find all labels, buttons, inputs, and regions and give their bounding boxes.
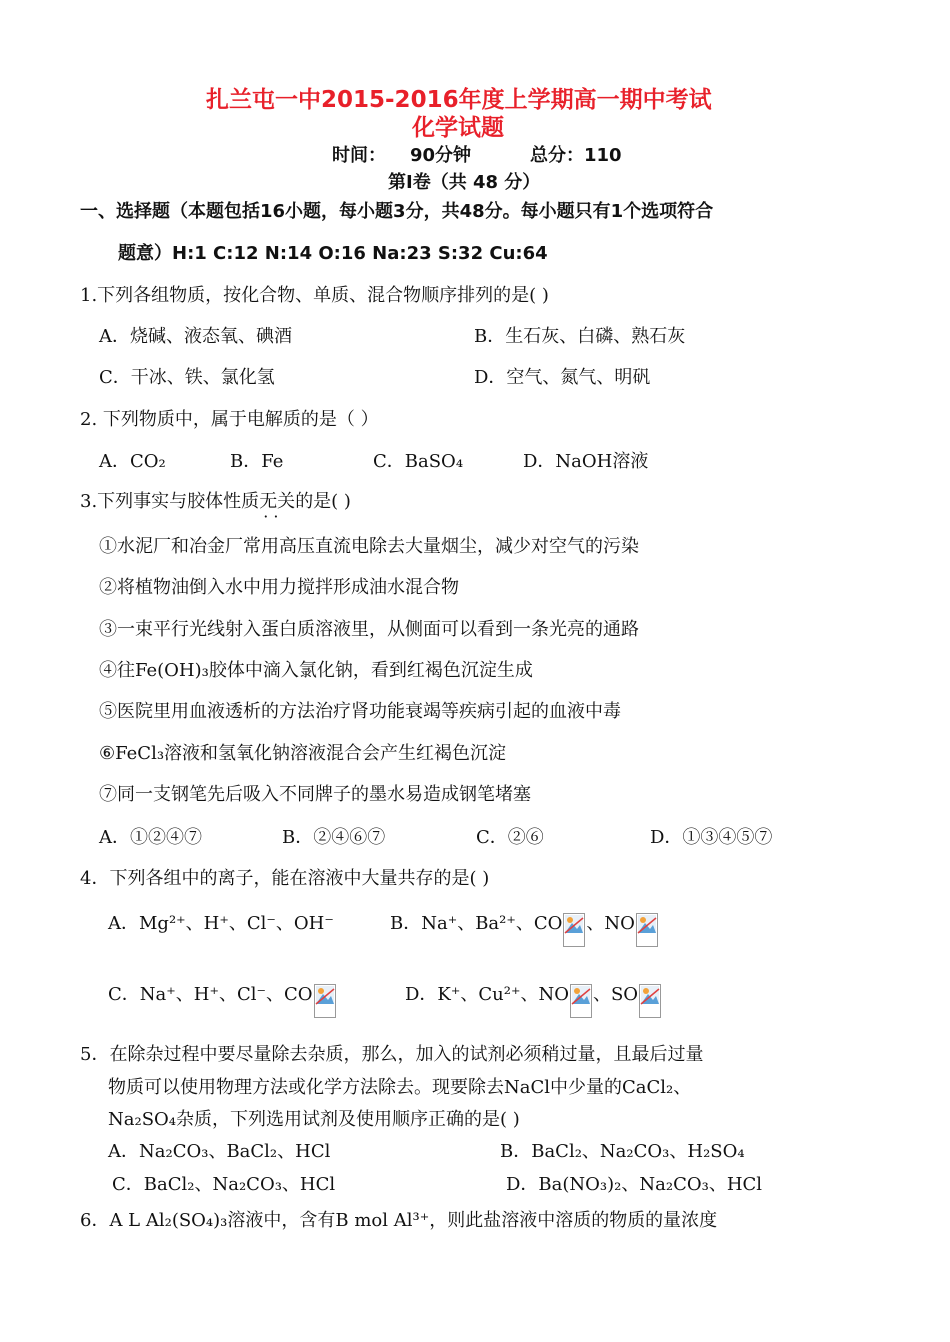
question-3-item: ①水泥厂和冶金厂常用高压直流电除去大量烟尘，减少对空气的污染 xyxy=(99,536,639,557)
question-2-option-b: B．Fe xyxy=(230,451,284,472)
question-3-stem-post: 的是( ) xyxy=(295,491,351,512)
question-2-option-a: A．CO₂ xyxy=(99,451,166,472)
question-5-option-d: D．Ba(NO₃)₂、Na₂CO₃、HCl xyxy=(506,1174,763,1195)
question-4-stem: 4．下列各组中的离子，能在溶液中大量共存的是( ) xyxy=(80,868,490,889)
question-3-item: ③一束平行光线射入蛋白质溶液里，从侧面可以看到一条光亮的通路 xyxy=(99,619,639,640)
question-3-option-d: D．①③④⑤⑦ xyxy=(650,827,773,848)
question-6-stem: 6．A L Al₂(SO₄)₃溶液中，含有B mol Al³⁺，则此盐溶液中溶质的物质的量浓度 xyxy=(80,1210,718,1231)
question-3-item: ⑥FeCl₃溶液和氢氧化钠溶液混合会产生红褐色沉淀 xyxy=(99,743,507,764)
broken-image-icon xyxy=(570,984,592,1018)
question-5-stem-line2: 物质可以使用物理方法或化学方法除去。现要除去NaCl中少量的CaCl₂、 xyxy=(108,1077,692,1098)
broken-image-icon xyxy=(563,913,585,947)
question-2-stem: 2. 下列物质中，属于电解质的是（ ） xyxy=(80,409,379,430)
question-4-option-c xyxy=(108,983,337,1018)
question-5-stem-line3: Na₂SO₄杂质，下列选用试剂及使用顺序正确的是( ) xyxy=(108,1109,520,1130)
exam-time-value: 90分钟 xyxy=(410,145,472,166)
question-2-option-d: D．NaOH溶液 xyxy=(523,451,649,472)
question-3-item: ⑦同一支钢笔先后吸入不同牌子的墨水易造成钢笔堵塞 xyxy=(99,784,531,805)
question-3-item: ⑤医院里用血液透析的方法治疗肾功能衰竭等疾病引起的血液中毒 xyxy=(99,701,621,722)
broken-image-icon xyxy=(314,984,336,1018)
question-4-option-d-text-2: 、SO xyxy=(592,984,639,1005)
section-heading: 一、选择题（本题包括16小题，每小题3分，共48分。每小题只有1个选项符合 xyxy=(80,201,714,222)
volume-heading: 第Ⅰ卷（共 48 分） xyxy=(388,172,541,193)
question-4-option-b-text-2: 、NO xyxy=(586,913,635,934)
question-3-item: ②将植物油倒入水中用力搅拌形成油水混合物 xyxy=(99,577,459,598)
question-3-option-b: B．②④⑥⑦ xyxy=(282,827,386,848)
exam-time-label: 时间： xyxy=(332,145,386,166)
question-2-option-c: C．BaSO₄ xyxy=(373,451,464,472)
question-5-stem-line1: 5．在除杂过程中要尽量除去杂质，那么，加入的试剂必须稍过量，且最后过量 xyxy=(80,1044,704,1065)
question-4-option-c-text: C．Na⁺、H⁺、Cl⁻、CO xyxy=(108,984,313,1005)
section-heading-continued: 题意）H:1 C:12 N:14 O:16 Na:23 S:32 Cu:64 xyxy=(118,243,548,264)
question-3-option-a: A．①②④⑦ xyxy=(99,827,202,848)
question-3-emphasis: 无关 · · xyxy=(259,491,295,512)
exam-total-score: 总分：110 xyxy=(530,145,622,166)
question-1-option-d: D．空气、氮气、明矾 xyxy=(474,367,651,388)
question-3-stem xyxy=(80,490,351,514)
exam-subject-title: 化学试题 xyxy=(412,115,504,141)
question-5-option-a: A．Na₂CO₃、BaCl₂、HCl xyxy=(108,1141,331,1162)
question-1-stem: 1.下列各组物质，按化合物、单质、混合物顺序排列的是( ) xyxy=(80,285,549,306)
question-1-option-c: C．干冰、铁、氯化氢 xyxy=(99,367,275,388)
broken-image-icon xyxy=(636,913,658,947)
question-5-option-c: C．BaCl₂、Na₂CO₃、HCl xyxy=(112,1174,336,1195)
question-3-option-c: C．②⑥ xyxy=(476,827,544,848)
broken-image-icon xyxy=(639,984,661,1018)
question-1-option-b: B．生石灰、白磷、熟石灰 xyxy=(474,326,686,347)
question-1-option-a: A．烧碱、液态氧、碘酒 xyxy=(99,326,292,347)
question-4-option-a: A．Mg²⁺、H⁺、Cl⁻、OH⁻ xyxy=(108,913,334,934)
question-4-option-d-text: D．K⁺、Cu²⁺、NO xyxy=(405,984,569,1005)
question-3-stem-pre: 3.下列事实与胶体性质 xyxy=(80,491,260,512)
question-5-option-b: B．BaCl₂、Na₂CO₃、H₂SO₄ xyxy=(500,1141,745,1162)
question-4-option-b-text: B．Na⁺、Ba²⁺、CO xyxy=(390,913,563,934)
exam-title: 扎兰屯一中2015-2016年度上学期高一期中考试 xyxy=(206,87,712,113)
question-4-option-b xyxy=(390,912,659,947)
question-4-option-d xyxy=(405,983,662,1018)
question-3-item: ④往Fe(OH)₃胶体中滴入氯化钠，看到红褐色沉淀生成 xyxy=(99,660,533,681)
